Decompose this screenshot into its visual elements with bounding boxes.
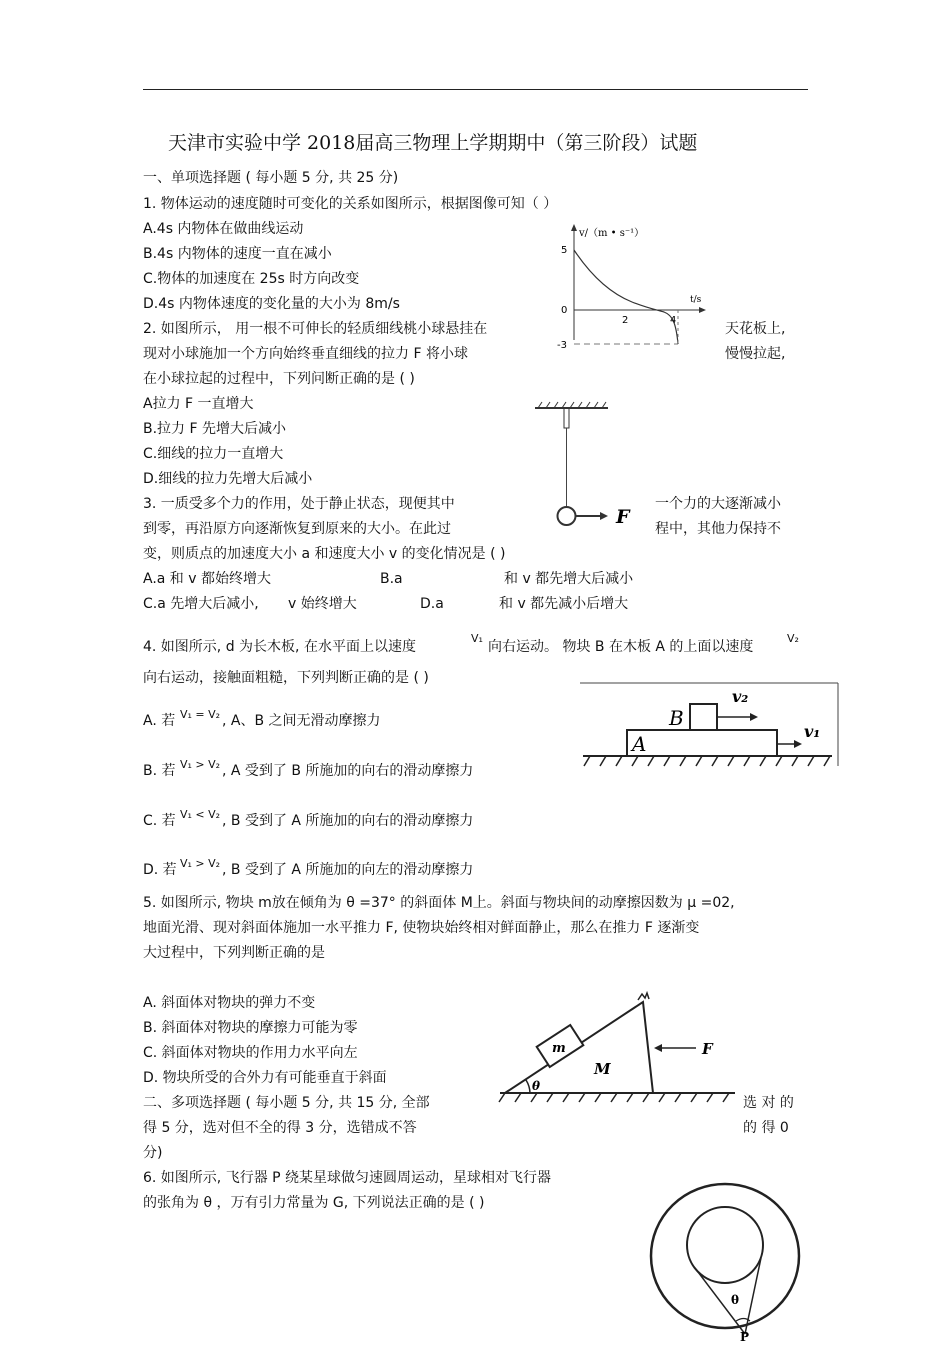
q4-option-a-prefix: A. 若 <box>143 713 176 729</box>
q3-option-c-cont: v 始终增大 <box>288 596 357 612</box>
q2-line1-right: 天花板上, <box>725 321 786 337</box>
q1-option-c: C.物体的加速度在 25s 时方向改变 <box>143 271 360 287</box>
q2-option-b: B.拉力 F 先增大后减小 <box>143 421 287 437</box>
q4-label-b: B <box>669 706 684 730</box>
q1-graph-ylabel: v/（m • s⁻¹） <box>579 228 645 239</box>
q1-graph-y5: 5 <box>561 245 568 256</box>
q4-option-c-relation: V₁ < V₂ <box>180 808 221 821</box>
q4-option-b-prefix: B. 若 <box>143 763 176 779</box>
q2-force-label: F <box>616 506 630 528</box>
q4-label-v2: v₂ <box>732 687 749 706</box>
q4-label-v1: v₁ <box>804 722 821 741</box>
q5-incline-figure <box>490 990 740 1115</box>
q2-option-d: D.细线的拉力先增大后减小 <box>143 471 313 487</box>
q4-option-a-relation: V₁ = V₂ <box>180 708 221 721</box>
q3-line3: 变，则质点的加速度大小 a 和速度大小 v 的变化情况是 ( ) <box>143 546 506 562</box>
q3-option-b: B.a <box>380 571 403 587</box>
q5-option-b: B. 斜面体对物块的摩擦力可能为零 <box>143 1020 358 1036</box>
q2-line2-right: 慢慢拉起, <box>725 346 786 362</box>
q4-v2-symbol: V₂ <box>787 632 799 645</box>
q4-v1-symbol: V₁ <box>471 632 483 645</box>
q4-option-d-prefix: D. 若 <box>143 862 177 878</box>
page-title: 天津市实验中学 2018届高三物理上学期期中（第三阶段）试题 <box>168 132 698 154</box>
q4-option-d-relation: V₁ > V₂ <box>180 857 221 870</box>
q2-option-c: C.细线的拉力一直增大 <box>143 446 284 462</box>
q6-line2: 的张角为 θ ，万有引力常量为 G, 下列说法正确的是 ( ) <box>143 1195 485 1211</box>
q4-option-c-text: , B 受到了 A 所施加的向右的滑动摩擦力 <box>222 813 474 829</box>
q1-stem: 1. 物体运动的速度随时可变化的关系如图所示，根据图像可知（ ） <box>143 196 558 212</box>
section2-line3: 分) <box>143 1145 163 1161</box>
q3-option-c: C.a 先增大后减小, <box>143 596 259 612</box>
q4-option-b-relation: V₁ > V₂ <box>180 758 221 771</box>
q6-line1: 6. 如图所示, 飞行器 P 绕某星球做匀速圆周运动，星球相对飞行器 <box>143 1170 552 1186</box>
q3-line2: 到零，再沿原方向逐渐恢复到原来的大小。在此过 <box>143 521 451 537</box>
q5-label-M: M <box>594 1060 611 1078</box>
q6-label-theta: θ <box>731 1293 740 1307</box>
q4-option-d-text: , B 受到了 A 所施加的向左的滑动摩擦力 <box>222 862 474 878</box>
section2-line2: 得 5 分，选对但不全的得 3 分，选错成不答 <box>143 1120 417 1136</box>
q5-line2: 地面光滑、现对斜面体施加一水平推力 F, 使物块始终相对鲜面静止，那么在推力 F 逐渐变 <box>143 920 700 936</box>
q3-option-d: D.a <box>420 596 444 612</box>
q1-graph-y0: 0 <box>561 305 568 316</box>
q1-option-a: A.4s 内物体在做曲线运动 <box>143 221 304 237</box>
q4-line2: 向右运动，接触面粗糙，下列判断正确的是 ( ) <box>143 670 429 686</box>
q4-line1: 4. 如图所示, d 为长木板, 在水平面上以速度 <box>143 639 416 655</box>
q5-option-c: C. 斜面体对物块的作用力水平向左 <box>143 1045 358 1061</box>
q3-line1: 3. 一质受多个力的作用，处于静止状态，现便其中 <box>143 496 455 512</box>
q6-orbit-figure <box>640 1180 810 1342</box>
q4-option-c-prefix: C. 若 <box>143 813 176 829</box>
q2-option-a: A拉力 F 一直增大 <box>143 396 254 412</box>
q1-option-d: D.4s 内物体速度的变化量的大小为 8m/s <box>143 296 400 312</box>
q5-option-a: A. 斜面体对物块的弹力不变 <box>143 995 316 1011</box>
section1-heading: 一、单项选择题 ( 每小题 5 分, 共 25 分) <box>143 170 399 186</box>
q1-graph-x2: 2 <box>622 315 629 326</box>
q4-option-a-text: , A、B 之间无滑动摩擦力 <box>222 713 381 729</box>
q3-line1-right: 一个力的大逐渐减小 <box>655 496 781 512</box>
q1-option-b: B.4s 内物体的速度一直在减小 <box>143 246 332 262</box>
top-rule <box>143 89 808 90</box>
q5-line1: 5. 如图所示, 物块 m放在倾角为 θ =37° 的斜面体 M上。斜面与物块间的动摩擦因数为 μ =02, <box>143 895 735 911</box>
section2-line2-right: 的 得 0 <box>743 1120 789 1136</box>
q3-option-d-cont: 和 v 都先减小后增大 <box>499 596 629 612</box>
q6-label-p: P <box>740 1330 750 1344</box>
q2-line1: 2. 如图所示， 用一根不可伸长的轻质细线桃小球悬挂在 <box>143 321 488 337</box>
q1-graph-x4: 4 <box>670 315 677 326</box>
q3-line2-right: 程中，其他力保持不 <box>655 521 781 537</box>
q4-board-figure <box>580 680 842 770</box>
q2-line2: 现对小球施加一个方向始终垂直细线的拉力 F 将小球 <box>143 346 468 362</box>
q1-graph-xlabel: t/s <box>690 295 702 305</box>
q3-option-a: A.a 和 v 都始终增大 <box>143 571 271 587</box>
section2-line1-right: 选 对 的 <box>743 1095 794 1111</box>
q4-label-a: A <box>632 732 647 756</box>
q2-line3: 在小球拉起的过程中，下列问断正确的是 ( ) <box>143 371 415 387</box>
q2-pendulum-figure <box>530 402 640 532</box>
q3-option-b-cont: 和 v 都先增大后减小 <box>504 571 634 587</box>
q5-option-d: D. 物块所受的合外力有可能垂直于斜面 <box>143 1070 387 1086</box>
q5-label-F: F <box>702 1040 713 1058</box>
q4-option-b-text: , A 受到了 B 所施加的向右的滑动摩擦力 <box>222 763 474 779</box>
q5-label-m: m <box>552 1041 566 1056</box>
q5-line3: 大过程中，下列判断正确的是 <box>143 945 325 961</box>
q4-line1-cont: 向右运动。 物块 B 在木板 A 的上面以速度 <box>488 639 754 655</box>
q1-graph-yn3: -3 <box>557 340 567 351</box>
section2-line1: 二、多项选择题 ( 每小题 5 分, 共 15 分, 全部 <box>143 1095 430 1111</box>
q1-vt-graph <box>552 222 712 352</box>
q5-label-theta: θ <box>532 1079 541 1093</box>
